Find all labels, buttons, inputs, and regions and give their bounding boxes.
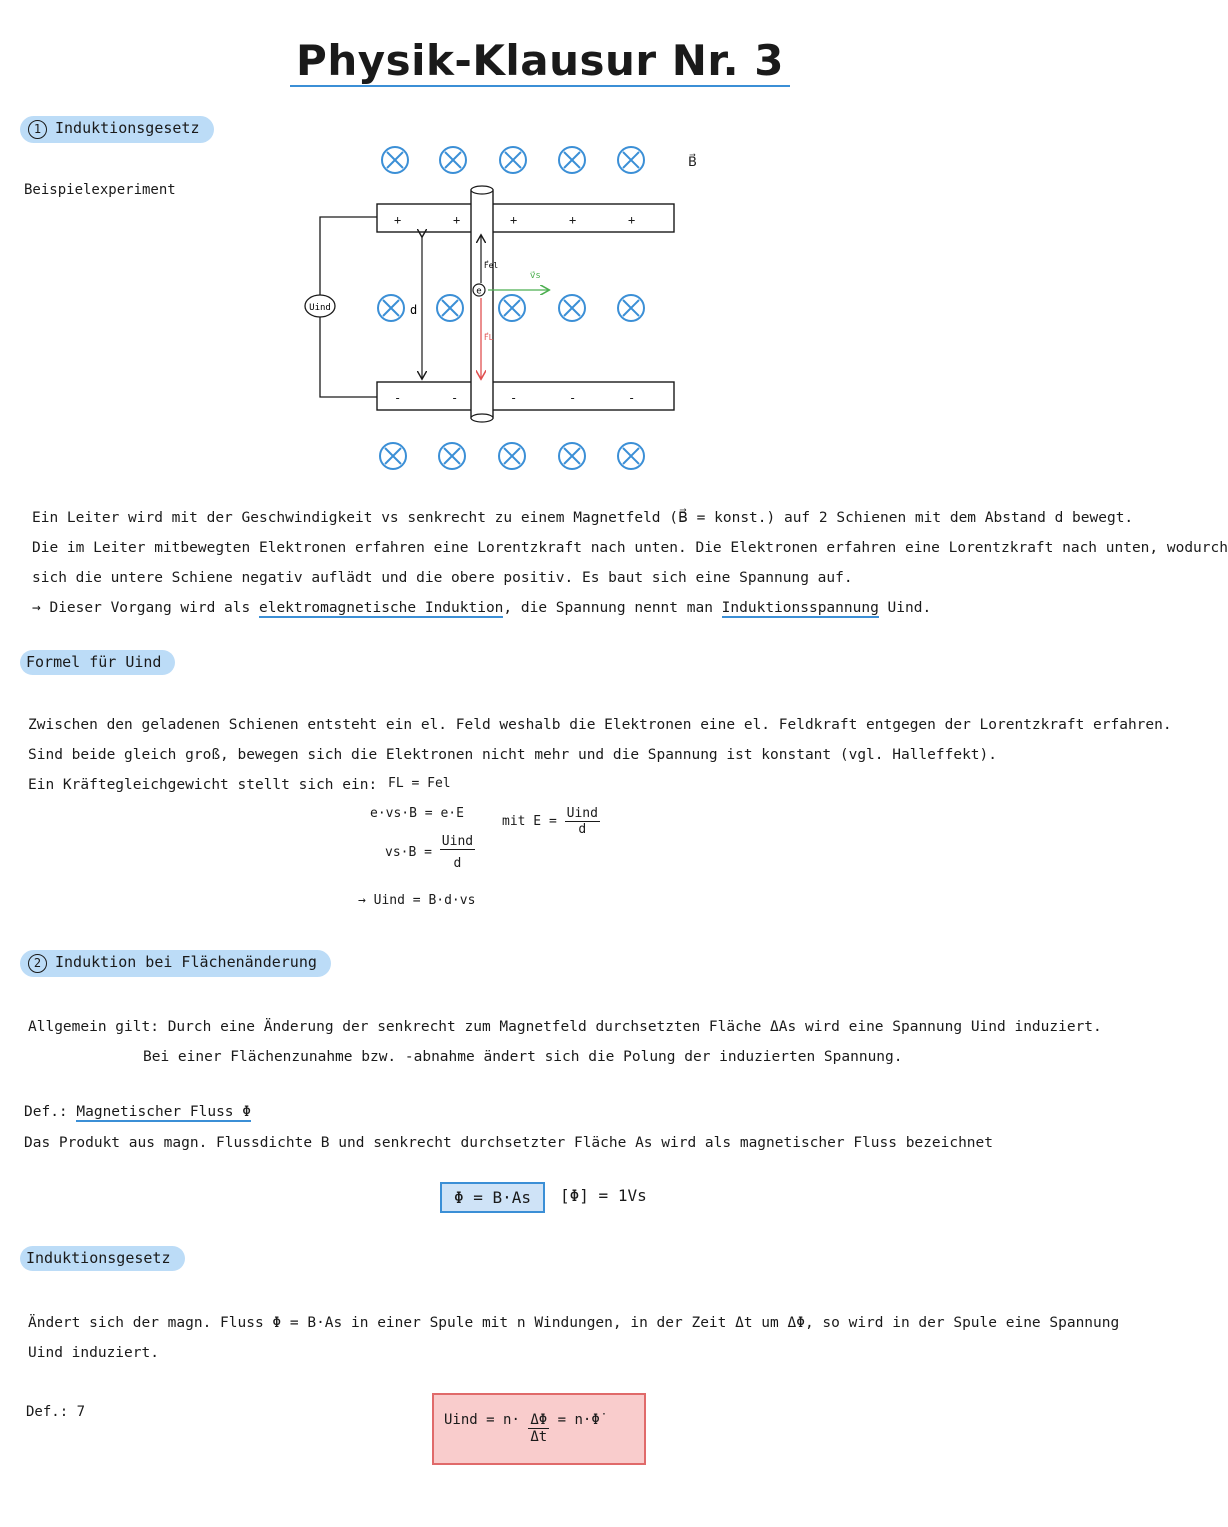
definition-label: Def.: 7 — [26, 1404, 86, 1420]
formula-paragraph-line-1: Zwischen den geladenen Schienen entsteht ein el. Feld weshalb die Elektronen eine el. Feldkraft entgegen der Lorentzkraft erfahren. — [28, 717, 1172, 733]
formula-paragraph-line-2: Sind beide gleich groß, bewegen sich die Elektronen nicht mehr und die Spannung ist konstant (vgl. Halleffekt). — [28, 747, 998, 763]
general-line-1: Allgemein gilt: Durch eine Änderung der senkrecht zum Magnetfeld durchsetzten Fläche ΔAs wird eine Spannung Uind induziert. — [28, 1019, 1102, 1035]
section-2-heading: 2 Induktion bei Flächenänderung — [20, 950, 331, 977]
term-induction-voltage: Induktionsspannung — [721, 600, 879, 616]
equation-1: FL = Fel — [388, 776, 451, 791]
flux-unit: [Φ] = 1Vs — [560, 1186, 647, 1205]
flux-formula-box: Φ = B·As — [440, 1182, 545, 1213]
vs-label: v⃗s — [530, 271, 541, 281]
paragraph-line-3: sich die untere Schiene negativ auflädt und die obere positiv. Es baut sich eine Spannung auf. — [32, 570, 853, 586]
conclusion-line: → Dieser Vorgang wird als elektromagnetische Induktion, die Spannung nennt man Induktionsspannung Uind. — [32, 600, 932, 616]
field-row-bottom — [380, 443, 644, 469]
svg-text:+: + — [453, 213, 461, 227]
svg-text:-: - — [451, 391, 459, 405]
term-em-induction: elektromagnetische Induktion — [258, 600, 504, 616]
field-row-top — [382, 147, 644, 173]
induction-law-line-2: Uind induziert. — [28, 1345, 159, 1361]
voltmeter-label: Uind — [309, 303, 331, 313]
equation-2: e·vs·B = e·E — [370, 806, 464, 821]
induction-law-formula: Uind = n· $\frac{\Delta\Phi}{\Delta t}$ = n·Φ̇ — [444, 1412, 600, 1445]
equation-result: → Uind = B·d·vs — [358, 893, 476, 908]
svg-text:+: + — [510, 213, 518, 227]
distance-label: d — [410, 303, 418, 317]
paragraph-line-1: Ein Leiter wird mit der Geschwindigkeit vs senkrecht zu einem Magnetfeld (B⃗ = konst.) auf 2 Schienen mit dem Abstand d bewegt. — [32, 510, 1134, 526]
field-definition: mit E = $\frac{\text{Uind}}{d}$ — [502, 806, 598, 837]
fl-label: F⃗L — [484, 333, 494, 342]
section-number: 2 — [28, 954, 47, 973]
svg-text:e: e — [476, 286, 482, 297]
flux-definition-text: Das Produkt aus magn. Flussdichte B und senkrecht durchsetzter Fläche As wird als magnetischer Fluss bezeichnet — [24, 1135, 994, 1151]
field-row-middle — [378, 295, 644, 321]
conductor-rod — [471, 190, 493, 418]
induction-law-heading: Induktionsgesetz — [20, 1246, 185, 1271]
svg-text:-: - — [569, 391, 577, 405]
svg-text:-: - — [394, 391, 402, 405]
subheading: Beispielexperiment — [24, 182, 176, 198]
induction-diagram — [290, 140, 720, 480]
section-number: 1 — [28, 120, 47, 139]
formula-heading: Formel für Uind — [20, 650, 175, 675]
equation-3: vs·B = $\frac{\text{Uind}}{d}$ — [385, 834, 474, 871]
induction-law-formula-box — [432, 1393, 646, 1465]
svg-text:+: + — [394, 213, 402, 227]
svg-text:-: - — [628, 391, 636, 405]
svg-text:-: - — [510, 391, 518, 405]
induction-law-line-1: Ändert sich der magn. Fluss Φ = B·As in einer Spule mit n Windungen, in der Zeit Δt um ΔΦ, so wird in der Spule eine Spannung — [28, 1315, 1120, 1331]
fel-label: F⃗el — [484, 261, 499, 270]
b-field-label: B⃗ — [688, 155, 697, 170]
paragraph-line-2: Die im Leiter mitbewegten Elektronen erfahren eine Lorentzkraft nach unten. Die Elektronen erfahren eine Lorentzkraft nach unten, wodurch — [32, 540, 1228, 556]
flux-definition-heading: Def.: Magnetischer Fluss Φ — [24, 1104, 251, 1120]
svg-text:+: + — [628, 213, 636, 227]
general-line-2: Bei einer Flächenzunahme bzw. -abnahme ändert sich die Polung der induzierten Spannung. — [143, 1049, 903, 1065]
section-1-heading: 1 Induktionsgesetz — [20, 116, 214, 143]
page-title: Physik-Klausur Nr. 3 — [0, 36, 1080, 85]
formula-paragraph-line-3: Ein Kräftegleichgewicht stellt sich ein: — [28, 777, 378, 793]
svg-text:+: + — [569, 213, 577, 227]
